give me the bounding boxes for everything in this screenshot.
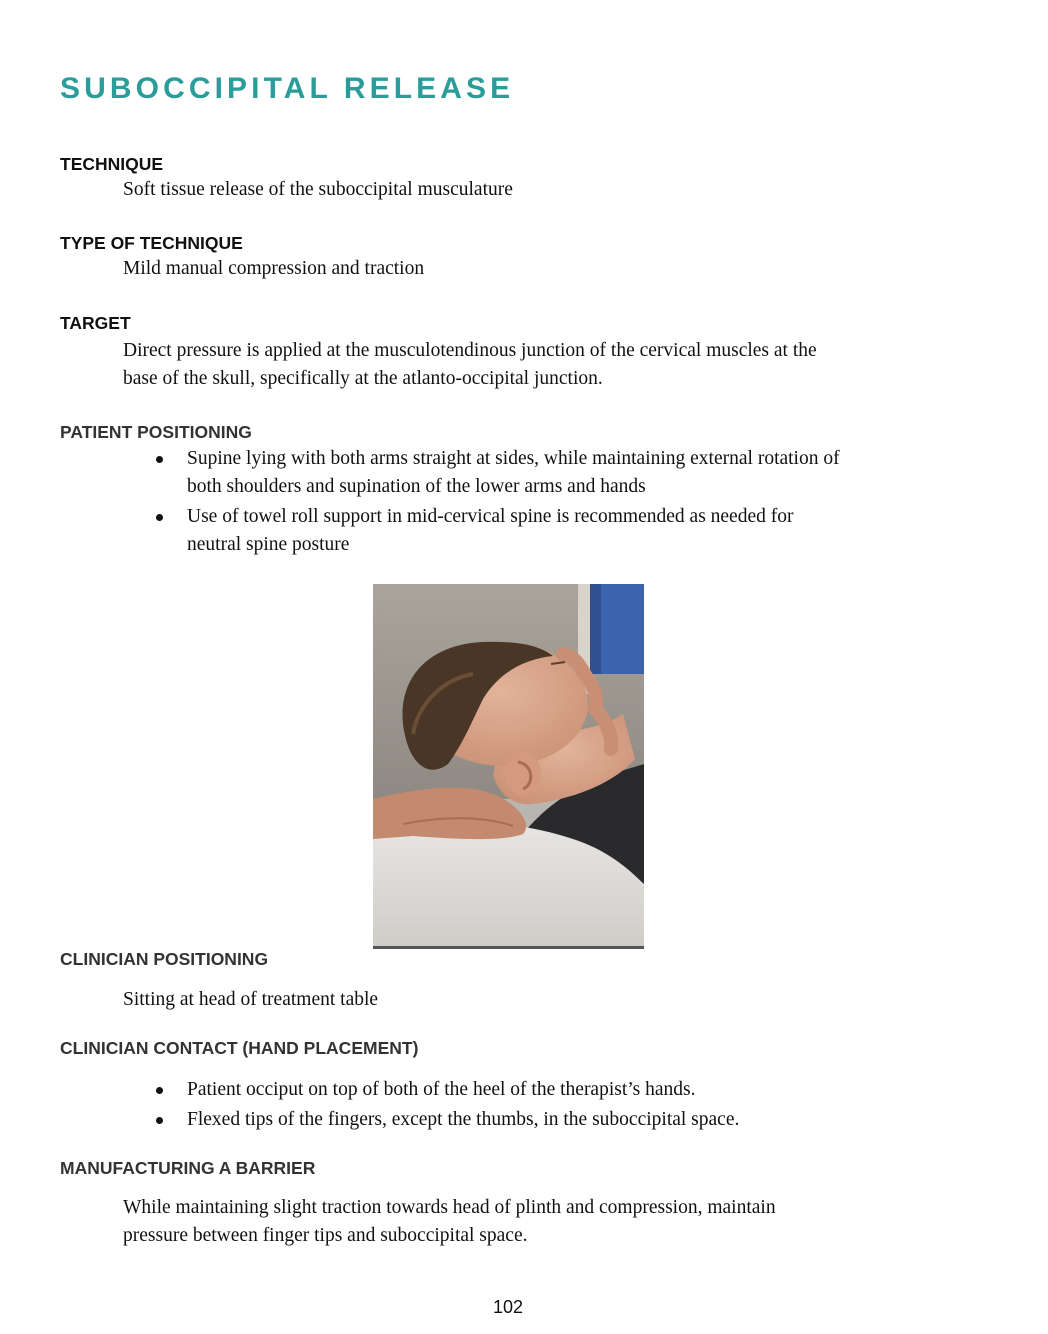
technique-heading: TECHNIQUE	[60, 154, 164, 174]
target-text	[123, 337, 817, 393]
bullet-line: neutral spine posture	[187, 534, 350, 555]
type-of-technique-text: Mild manual compression and traction	[123, 258, 425, 279]
manufacturing-barrier-text	[123, 1194, 776, 1250]
list-item	[187, 503, 977, 559]
type-of-technique-heading: TYPE OF TECHNIQUE	[60, 233, 243, 253]
clinician-contact-list	[187, 1076, 977, 1134]
patient-positioning-heading: PATIENT POSITIONING	[60, 422, 252, 442]
barrier-line: pressure between finger tips and suboccipital space.	[123, 1225, 528, 1246]
bullet-icon	[156, 514, 163, 521]
clinician-positioning-heading: CLINICIAN POSITIONING	[60, 949, 269, 969]
page-number: 102	[492, 1297, 524, 1317]
bullet-line: Use of towel roll support in mid-cervical spine is recommended as needed for	[187, 506, 794, 527]
manufacturing-barrier-heading: MANUFACTURING A BARRIER	[60, 1158, 316, 1178]
patient-positioning-list	[187, 445, 977, 559]
bullet-line: Patient occiput on top of both of the heel of the therapist’s hands.	[187, 1079, 696, 1100]
bullet-icon	[156, 1087, 163, 1094]
target-line: Direct pressure is applied at the musculotendinous junction of the cervical muscles at the	[123, 340, 817, 361]
page-title: SUBOCCIPITAL RELEASE	[60, 72, 515, 105]
bullet-icon	[156, 1117, 163, 1124]
clinician-contact-heading: CLINICIAN CONTACT (HAND PLACEMENT)	[60, 1038, 419, 1058]
patient-photo-illustration	[373, 584, 644, 948]
bullet-line: Supine lying with both arms straight at sides, while maintaining external rotation of	[187, 448, 840, 469]
technique-photo	[373, 584, 644, 949]
bullet-icon	[156, 456, 163, 463]
clinician-positioning-text: Sitting at head of treatment table	[123, 989, 379, 1010]
list-item	[187, 445, 977, 501]
technique-text: Soft tissue release of the suboccipital musculature	[123, 179, 513, 200]
list-item	[187, 1106, 977, 1134]
bullet-line: Flexed tips of the fingers, except the thumbs, in the suboccipital space.	[187, 1109, 740, 1130]
barrier-line: While maintaining slight traction towards head of plinth and compression, maintain	[123, 1197, 776, 1218]
bullet-line: both shoulders and supination of the lower arms and hands	[187, 476, 646, 497]
target-heading: TARGET	[60, 313, 131, 333]
list-item	[187, 1076, 977, 1104]
target-line: base of the skull, specifically at the atlanto-occipital junction.	[123, 368, 603, 389]
